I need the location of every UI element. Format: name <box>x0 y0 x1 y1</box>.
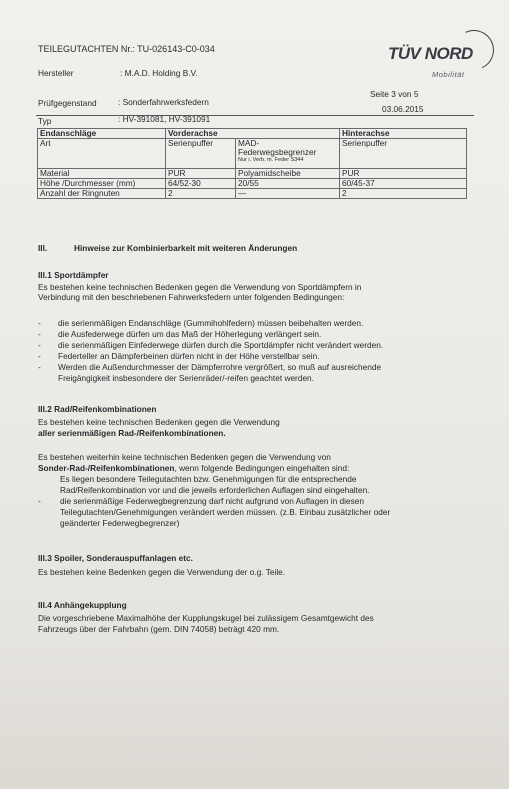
table-row <box>38 169 467 179</box>
list-item: Es liegen besondere Teilegutachten bzw. Genehmigungen für die entsprechende <box>60 474 357 484</box>
section-3-3-text: Es bestehen keine Bedenken gegen die Verwendung der o.g. Teile. <box>38 567 286 577</box>
list-item-continued: Teilegutachten/Genehmigungen verändert werden müssen. (z.B. Einbau zusätzlicher oder <box>60 507 391 517</box>
table-row <box>38 189 467 199</box>
pruefgegenstand-label: Prüfgegenstand <box>38 98 97 108</box>
section-3-1-text: Verbindung mit den beschriebenen Fahrwerksfedern unter folgenden Bedingungen: <box>38 292 345 302</box>
typ-label: Typ <box>38 116 52 126</box>
section-3-2-text: Es bestehen keine technischen Bedenken gegen die Verwendung <box>38 417 280 427</box>
bullet: - <box>38 318 41 328</box>
table-cell-ring-v2: — <box>236 189 340 199</box>
sonder-rad-condition: , wenn folgende Bedingungen eingehalten sind: <box>174 463 350 473</box>
art-v2-text: MAD-Federwegsbegrenzer <box>238 138 317 157</box>
section-3-1-title: III.1 Sportdämpfer <box>38 270 109 280</box>
bullet: - <box>38 496 41 506</box>
list-item-continued: geänderter Federwegbegrenzer) <box>60 518 180 528</box>
list-item: Federteller an Dämpferbeinen dürfen nicht in der Höhe verstellbar sein. <box>58 351 320 361</box>
list-item-continued: Rad/Reifenkombination vor und die jeweils erforderlichen Auflagen sind eingehalten. <box>60 485 370 495</box>
section-3-1-text: Es bestehen keine technischen Bedenken gegen die Verwendung von Sportdämpfern in <box>38 282 362 292</box>
section-3-3-title: III.3 Spoiler, Sonderauspuffanlagen etc. <box>38 553 193 563</box>
table-cell-material-v1: PUR <box>166 169 236 179</box>
typ-value: : HV-391081, HV-391091 <box>118 114 211 124</box>
hersteller-value: : M.A.D. Holding B.V. <box>120 68 198 78</box>
bullet: - <box>38 362 41 372</box>
list-item-continued: Freigängigkeit insbesondere der Serienräder/-reifen geachtet werden. <box>58 373 314 383</box>
logo-text: TÜV NORD <box>388 44 473 63</box>
bullet: - <box>38 340 41 350</box>
section-3-2-text-bold: aller serienmäßigen Rad-/Reifenkombinationen. <box>38 428 226 438</box>
list-item: die Ausfederwege dürfen um das Maß der Höherlegung verlängert sein. <box>58 329 322 339</box>
table-cell-material-v2: Polyamidscheibe <box>236 169 340 179</box>
table-cell-art-label: Art <box>38 139 166 169</box>
hersteller-label: Hersteller <box>38 68 74 78</box>
table-cell-hoehe-label: Höhe /Durchmesser (mm) <box>38 179 166 189</box>
bullet: - <box>38 329 41 339</box>
table-cell-hoehe-v1: 64/52-30 <box>166 179 236 189</box>
table-row <box>38 139 467 169</box>
table-cell-ring-h: 2 <box>340 189 467 199</box>
table-cell-hoehe-v2: 20/55 <box>236 179 340 189</box>
art-note: Nur i. Verb. m. Feder S344 <box>238 157 304 163</box>
section-3-4-text: Fahrzeugs über der Fahrbahn (gem. DIN 74058) beträgt 420 mm. <box>38 624 280 634</box>
section-3-2-text: Es bestehen weiterhin keine technischen Bedenken gegen die Verwendung von <box>38 452 331 462</box>
bullet: - <box>38 351 41 361</box>
list-item: Werden die Außendurchmesser der Dämpferrohre vergrößert, so muß auf ausreichende <box>58 362 382 372</box>
table-cell-art-h: Serienpuffer <box>340 139 467 169</box>
list-item: die serienmäßigen Endanschläge (Gummihohlfedern) müssen beibehalten werden. <box>58 318 364 328</box>
table-cell-hoehe-h: 60/45-37 <box>340 179 467 189</box>
document-date: 03.06.2015 <box>382 104 424 114</box>
table-cell-ring-v1: 2 <box>166 189 236 199</box>
logo-subtext: Mobilität <box>432 70 465 79</box>
table-row <box>38 179 467 189</box>
section-3-4-text: Die vorgeschriebene Maximalhöhe der Kupplungskugel bei zulässigem Gesamtgewicht des <box>38 613 374 623</box>
table-header-hinterachse: Hinterachse <box>340 129 467 139</box>
table-cell-ring-label: Anzahl der Ringnuten <box>38 189 166 199</box>
sonder-rad-text: Sonder-Rad-/Reifenkombinationen <box>38 463 175 473</box>
table-header-endanschlaege: Endanschläge <box>38 129 166 139</box>
table-cell-art-v2 <box>236 139 340 169</box>
section-3-title: Hinweise zur Kombinierbarkeit mit weiteren Änderungen <box>74 243 298 253</box>
table-cell-art-v1: Serienpuffer <box>166 139 236 169</box>
table-cell-material-h: PUR <box>340 169 467 179</box>
table-row <box>38 129 467 139</box>
section-3-2-text <box>38 463 349 474</box>
table-cell-material-label: Material <box>38 169 166 179</box>
section-3-4-title: III.4 Anhängekupplung <box>38 600 127 610</box>
doc-title: TEILEGUTACHTEN Nr.: TU-026143-C0-034 <box>38 44 215 54</box>
section-3-number: III. <box>38 243 48 253</box>
section-3-2-title: III.2 Rad/Reifenkombinationen <box>38 404 157 414</box>
header-divider <box>36 115 474 116</box>
page-number: Seite 3 von 5 <box>370 89 419 99</box>
pruefgegenstand-value: : Sonderfahrwerksfedern <box>118 97 209 107</box>
list-item: die serienmäßige Federwegbegrenzung darf nicht aufgrund von Auflagen in diesen <box>60 496 364 506</box>
endanschlaege-table <box>37 128 467 199</box>
list-item: die serienmäßigen Einfederwege dürfen durch die Sportdämpfer nicht verändert werden. <box>58 340 384 350</box>
table-header-vorderachse: Vorderachse <box>166 129 340 139</box>
tuev-nord-logo <box>388 44 488 84</box>
